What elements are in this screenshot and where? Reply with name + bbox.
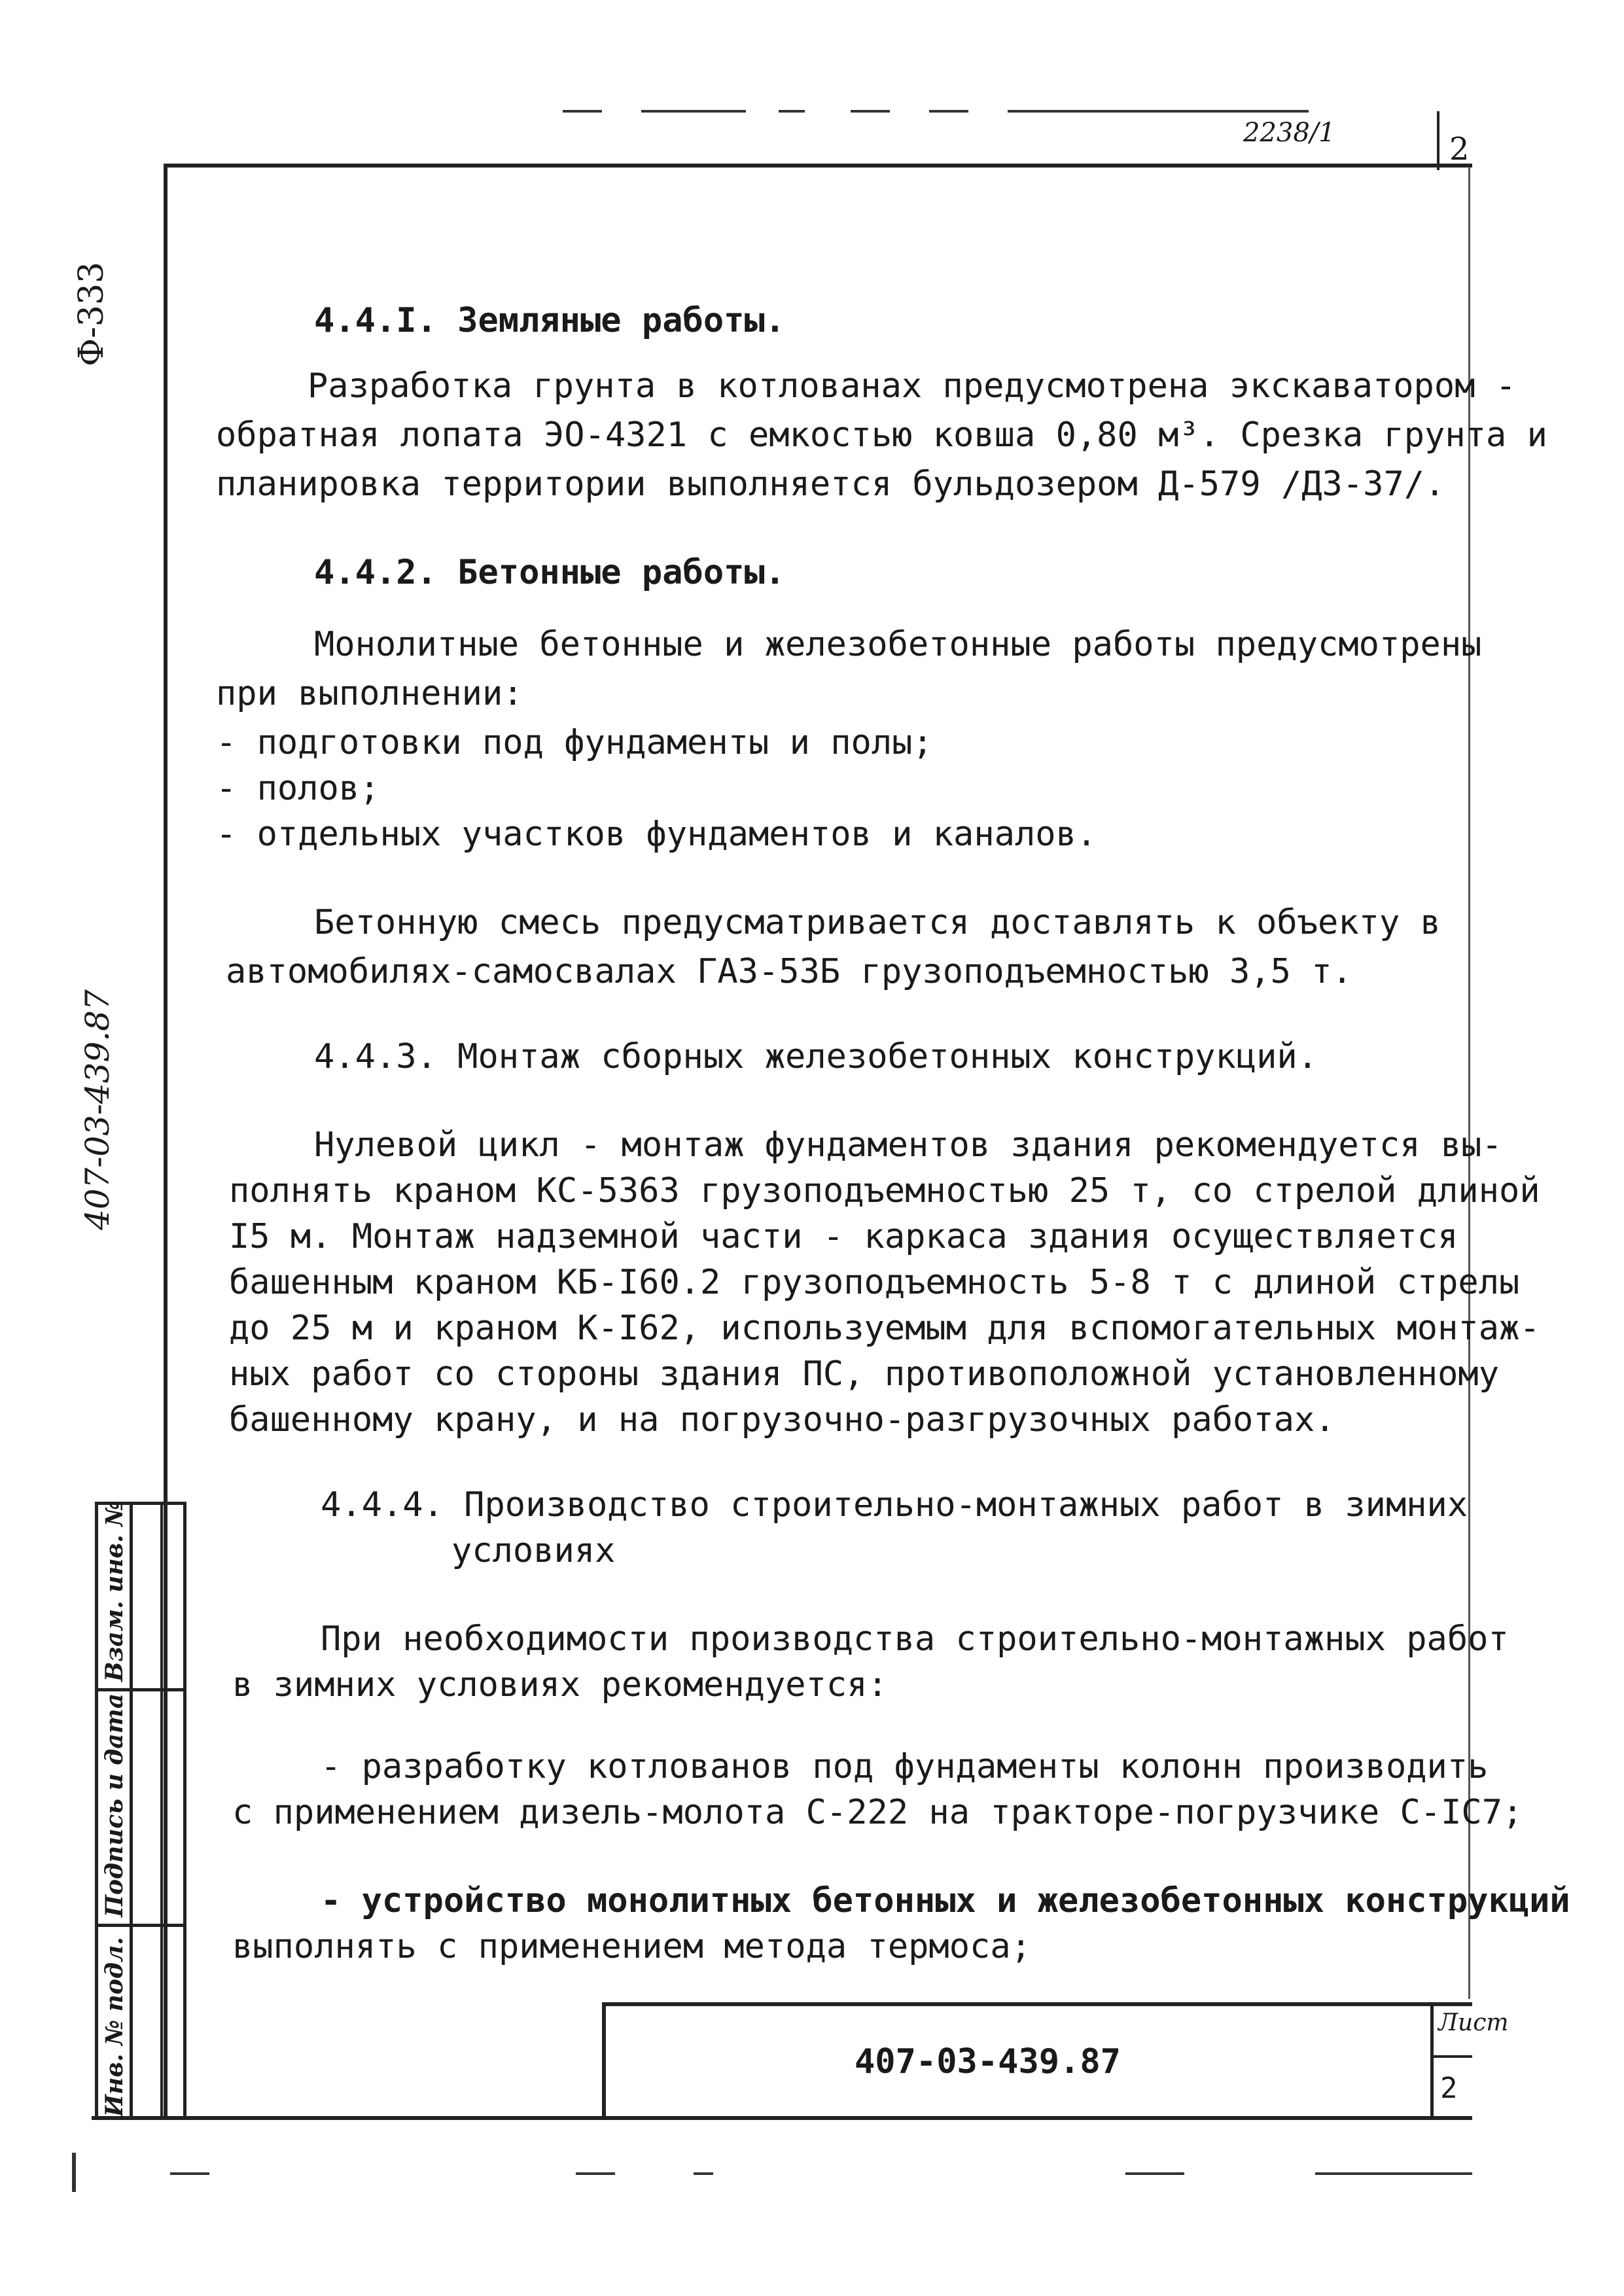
- frame-top-border: [164, 164, 1472, 168]
- list-item: - полов;: [216, 769, 380, 808]
- stamp-row-divider: [98, 1924, 183, 1927]
- stamp-label-inv: Инв. № подл.: [101, 1937, 128, 2117]
- stamp-column-divider: [160, 1505, 163, 2117]
- archive-code: Ф-333: [72, 262, 111, 366]
- scan-dash: [563, 110, 602, 113]
- paragraph-line: башенным краном КБ-I60.2 грузоподъемность 5-8 т с длиной стрелы: [229, 1263, 1520, 1302]
- scan-dash: [929, 110, 968, 113]
- paragraph-line: Монолитные бетонные и железобетонные работы предусмотрены: [314, 625, 1482, 664]
- section-4-4-4-title: 4.4.4. Производство строительно-монтажных работ в зимних: [321, 1485, 1468, 1525]
- corner-code: 2238/1: [1243, 118, 1335, 148]
- stamp-row-divider: [98, 1688, 183, 1691]
- section-4-4-1-title: 4.4.I. Земляные работы.: [314, 301, 786, 340]
- list-item: - устройство монолитных бетонных и железобетонных конструкций: [321, 1881, 1570, 1920]
- paragraph-line: полнять краном КС-5363 грузоподъемностью 25 т, со стрелой длиной: [229, 1171, 1540, 1210]
- stamp-label-signature: Подпись и дата: [101, 1693, 128, 1917]
- paragraph-line: Разработка грунта в котлованах предусмотрена экскаватором -: [308, 366, 1517, 406]
- margin-doc-code: 407-03-439.87: [79, 989, 116, 1230]
- paragraph-line: башенному крану, и на погрузочно-разгрузочных работах.: [229, 1400, 1335, 1439]
- sheet-number: 2: [1440, 2072, 1458, 2105]
- paragraph-line: При необходимости производства строительно-монтажных работ: [321, 1619, 1509, 1659]
- scan-dash: [694, 2172, 713, 2175]
- corner-divider: [1437, 111, 1439, 170]
- list-item-cont: выполнять с применением метода термоса;: [232, 1927, 1031, 1966]
- scan-dash: [851, 110, 890, 113]
- title-block: [602, 2002, 1509, 2120]
- list-item: - отдельных участков фундаментов и каналов.: [216, 815, 1097, 854]
- paragraph-line: Бетонную смесь предусматривается доставлять к объекту в: [314, 903, 1441, 942]
- scan-dash: [170, 2172, 209, 2175]
- stamp-column-divider: [130, 1505, 133, 2117]
- section-4-4-2-title: 4.4.2. Бетонные работы.: [314, 553, 786, 592]
- list-item: - разработку котлованов под фундаменты колонн производить: [321, 1747, 1489, 1786]
- paragraph-line: Нулевой цикл - монтаж фундаментов здания рекомендуется вы-: [314, 1125, 1502, 1165]
- list-item: - подготовки под фундаменты и полы;: [216, 723, 933, 762]
- paragraph-line: I5 м. Монтаж надземной части - каркаса здания осуществляется: [229, 1217, 1458, 1256]
- paragraph-line: обратная лопата ЭО-4321 с емкостью ковша 0,80 м³. Срезка грунта и: [216, 415, 1547, 455]
- title-block-divider: [1430, 2006, 1434, 2120]
- paragraph-line: ных работ со стороны здания ПС, противоположной установленному: [229, 1354, 1500, 1394]
- list-item-cont: с применением дизель-молота С-222 на тракторе-погрузчике С-IC7;: [232, 1793, 1523, 1832]
- paragraph-line: планировка территории выполняется бульдозером Д-579 /ДЗ-37/.: [216, 465, 1445, 504]
- scan-dash: [641, 110, 746, 113]
- section-4-4-4-title-cont: условиях: [451, 1531, 616, 1570]
- title-block-divider: [1430, 2055, 1472, 2058]
- paragraph-line: автомобилях-самосвалах ГАЗ-53Б грузоподъемностью 3,5 т.: [226, 952, 1352, 991]
- scan-tick: [72, 2153, 76, 2192]
- scan-dash: [1315, 2172, 1472, 2175]
- stamp-label-replacement: Взам. инв. №: [101, 1500, 128, 1682]
- document-code: 407-03-439.87: [855, 2042, 1121, 2081]
- paragraph-line: при выполнении:: [216, 674, 523, 713]
- scan-dash: [1008, 110, 1309, 113]
- scan-dash: [779, 110, 805, 113]
- paragraph-line: до 25 м и краном К-I62, используемым для вспомогательных монтаж-: [229, 1309, 1540, 1348]
- paragraph-line: в зимних условиях рекомендуется:: [232, 1665, 888, 1704]
- scan-dash: [1125, 2172, 1184, 2175]
- corner-page-number: 2: [1449, 131, 1470, 168]
- sheet-label: Лист: [1438, 2009, 1509, 2036]
- section-4-4-3-title: 4.4.3. Монтаж сборных железобетонных конструкций.: [314, 1037, 1318, 1076]
- approval-stamp: [95, 1502, 186, 2120]
- scan-dash: [576, 2172, 615, 2175]
